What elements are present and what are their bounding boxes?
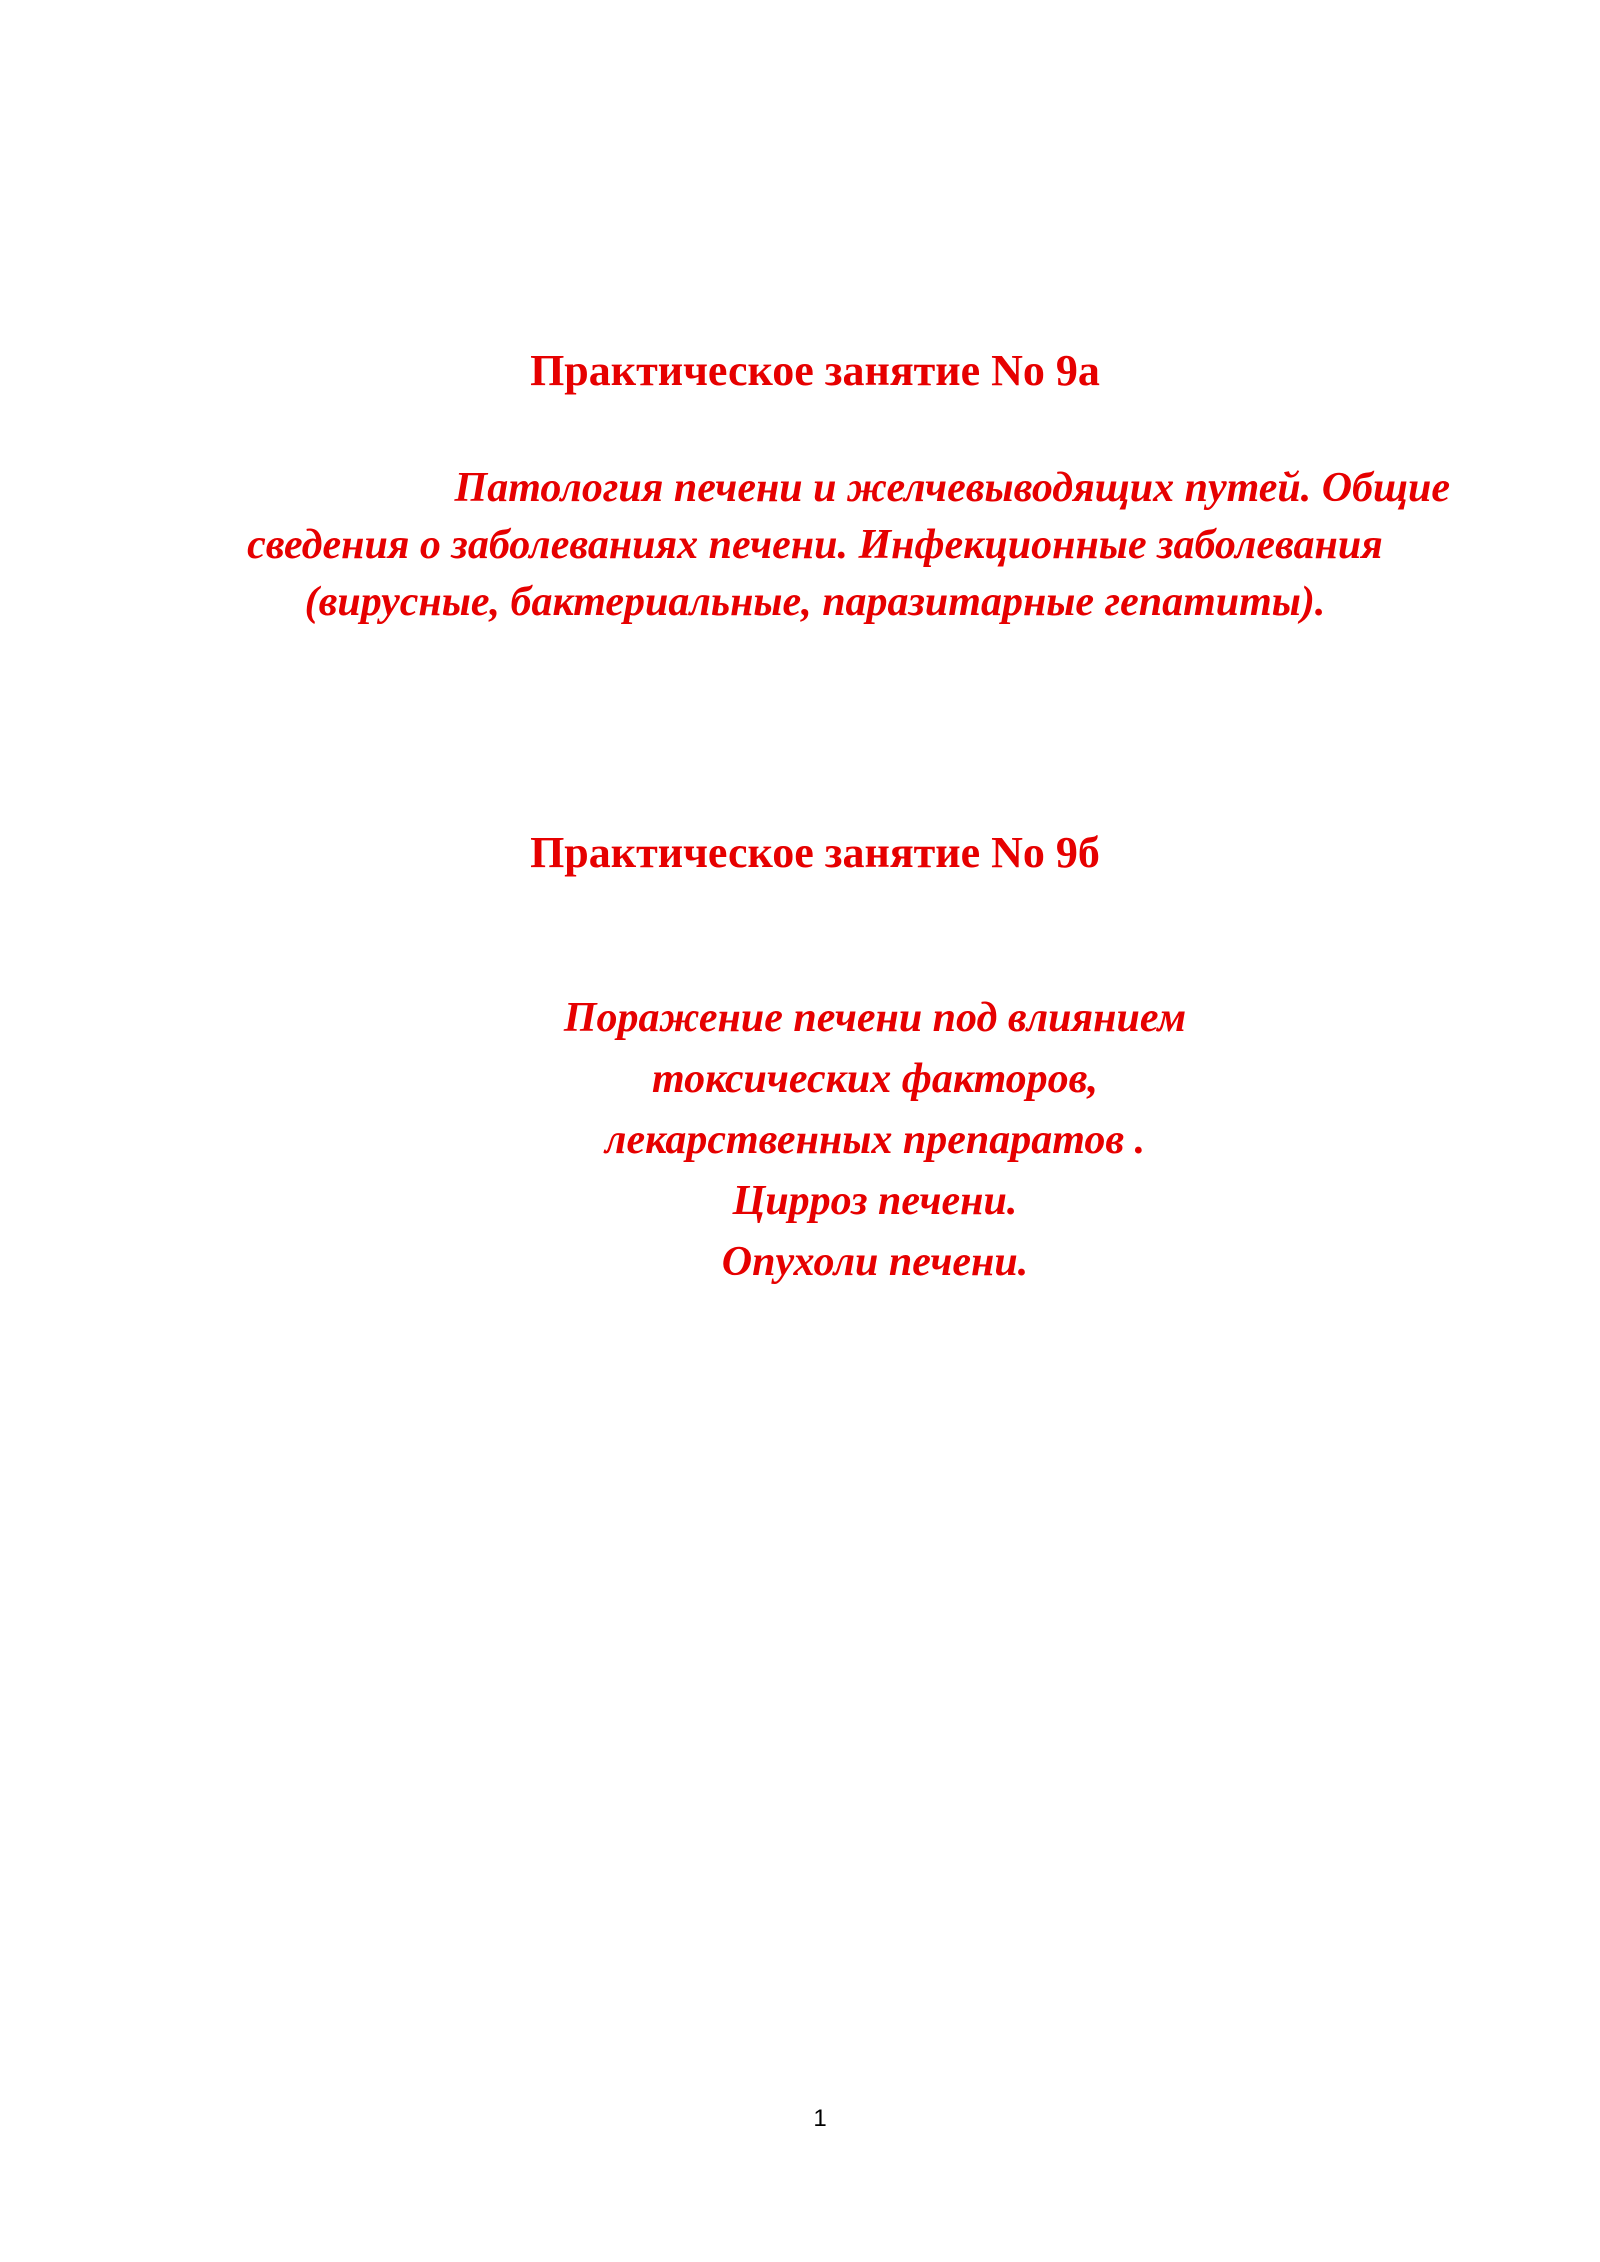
lesson-9b-topic (480, 988, 1270, 1293)
lesson-9a-heading: Практическое занятие No 9а (530, 346, 1100, 395)
lesson-9a-topic-line: Патология печени и желчевыводящих путей. Общие (454, 465, 1450, 511)
lesson-9b-topic-line: Цирроз печени. (732, 1178, 1018, 1224)
lesson-9b-topic-line: токсических факторов, (652, 1056, 1098, 1102)
lesson-9b-topic-line: Поражение печени под влиянием (563, 995, 1187, 1041)
lesson-9a-topic-line: (вирусные, бактериальные, паразитарные гепатиты). (304, 579, 1326, 625)
lesson-9b-topic-line: Опухоли печени. (721, 1239, 1029, 1285)
lesson-9a-topic-line: сведения о заболеваниях печени. Инфекционные заболевания (247, 522, 1383, 568)
lesson-9b-heading: Практическое занятие No 9б (530, 828, 1100, 877)
lesson-9b-topic-line: лекарственных препаратов . (604, 1117, 1146, 1163)
page-number: 1 (813, 2105, 827, 2132)
lesson-9a-topic (150, 460, 1480, 631)
